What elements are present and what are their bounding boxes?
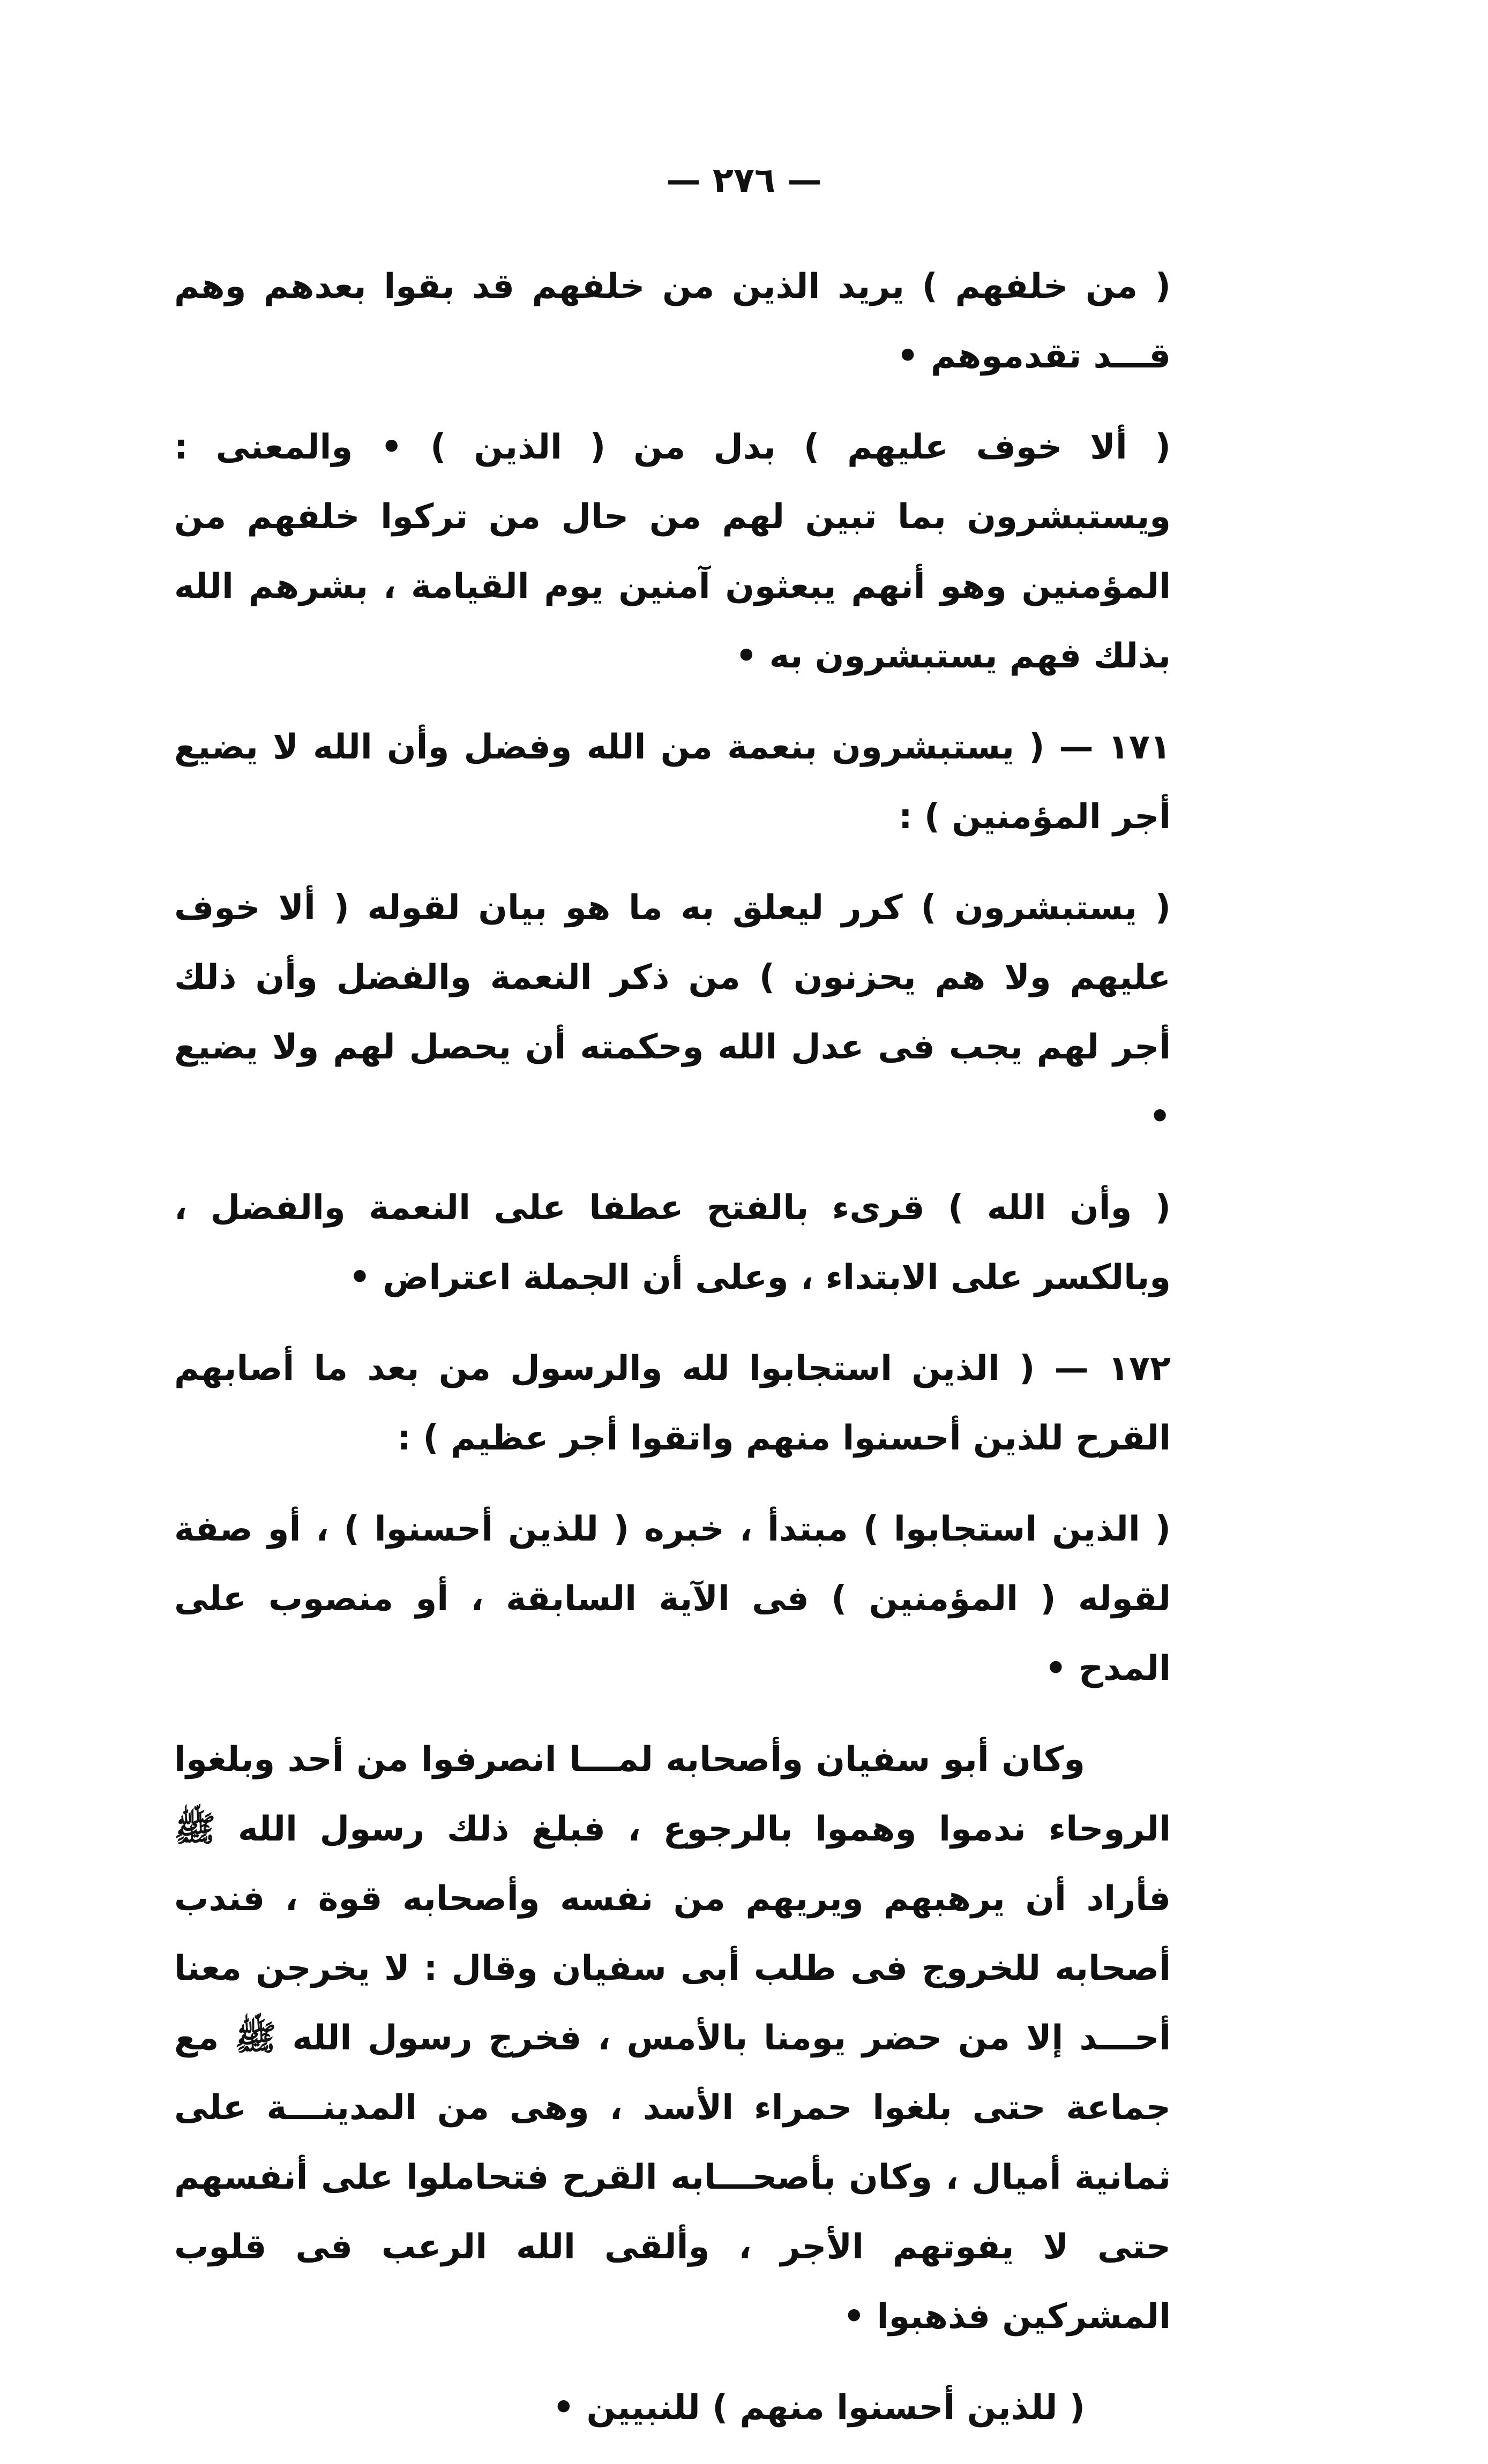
paragraph-4: ( يستبشرون ) كرر ليعلق به ما هو بيان لقوله ( ألا خوف عليهم ولا هم يحزنون ) من ذكر النعمة والفضل وأن ذلك أجر لهم يجب فى عدل الله وحكمته أن يحصل لهم ولا يضيع • (174, 888, 1171, 1137)
paragraph-9: ( للذين أحسنوا منهم ) للنبيين • (552, 2388, 1085, 2428)
paragraph-7: ( الذين استجابوا ) مبتدأ ، خبره ( للذين أحسنوا ) ، أو صفة لقوله ( المؤمنين ) فى الآية السابقة ، أو منصوب على المدح • (174, 1509, 1171, 1688)
paragraph-8: وكان أبو سفيان وأصحابه لمـــا انصرفوا من أحد وبلغوا الروحاء ندموا وهموا بالرجوع ، فبلغ ذلك رسول الله ﷺ فأراد أن يرهبهم ويريهم من نفسه وأصحابه قوة ، فندب أصحابه للخروج فى طلب أبى سفيان وقال : لا يخرجن معنا أحـــد إلا من حضر يومنا بالأمس ، فخرج رسول الله ﷺ مع جماعة حتى بلغوا حمراء الأسد ، وهى من المدينـــة على ثمانية أميال ، وكان بأصحـــابه القرح فتحاملوا على أنفسهم حتى لا يفوتهم الأجر ، وألقى الله الرعب فى قلوب المشركين فذهبوا • (174, 1740, 1171, 2337)
paragraph-2: ( ألا خوف عليهم ) بدل من ( الذين ) • والمعنى : ويستبشرون بما تبين لهم من حال من تركوا خلفهم من المؤمنين وهو أنهم يبعثون آمنين يوم القيامة ، بشرهم الله بذلك فهم يستبشرون به • (174, 427, 1171, 676)
paragraph-1: ( من خلفهم ) يريد الذين من خلفهم قد بقوا بعدهم وهم قـــد تقدموهم • (174, 267, 1171, 376)
verse-172-heading: ١٧٢ — ( الذين استجابوا لله والرسول من بعد ما أصابهم القرح للذين أحسنوا منهم واتقوا أجر عظيم ) : (174, 1349, 1171, 1458)
page-number: — ٢٧٦ — (666, 161, 822, 200)
main-text (174, 252, 1171, 2464)
paragraph-5: ( وأن الله ) قرىء بالفتح عطفا على النعمة والفضل ، وبالكسر على الابتداء ، وعلى أن الجملة اعتراض • (174, 1188, 1171, 1297)
verse-171-heading: ١٧١ — ( يستبشرون بنعمة من الله وفضل وأن الله لا يضيع أجر المؤمنين ) : (174, 727, 1171, 837)
